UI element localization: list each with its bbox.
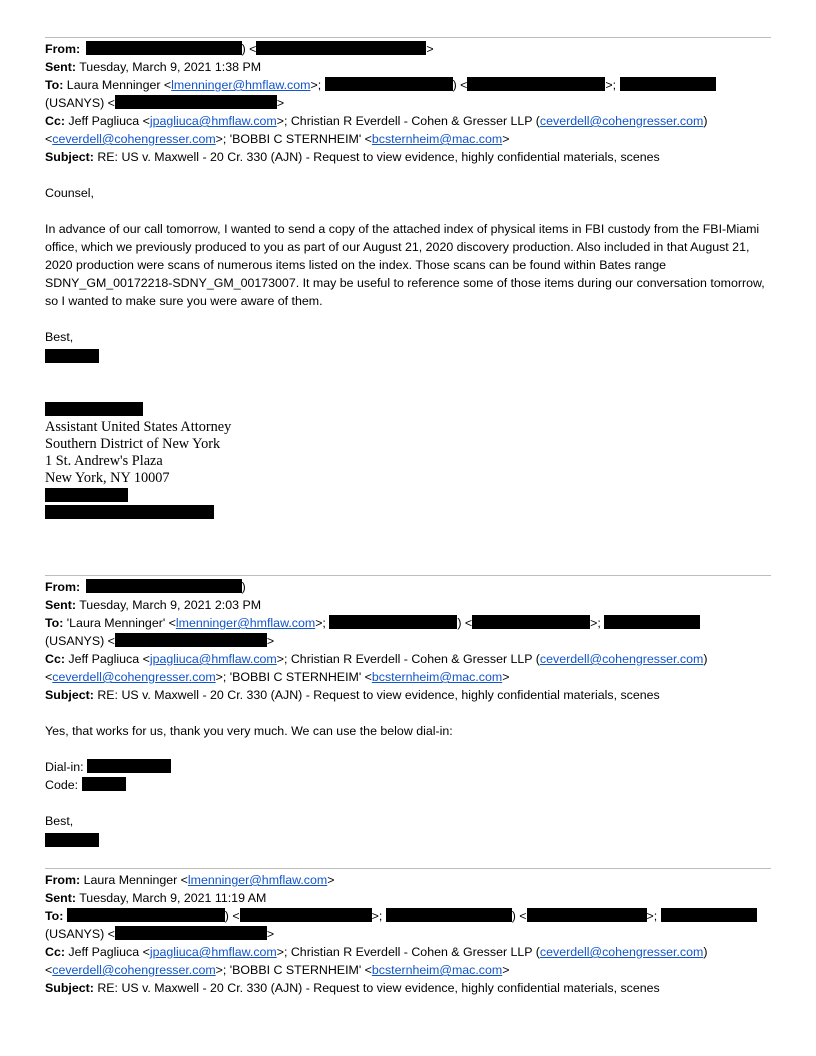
redaction <box>325 77 453 91</box>
email-link[interactable]: bcsternheim@mac.com <box>371 963 503 977</box>
sent-value: Tuesday, March 9, 2021 2:03 PM <box>79 598 262 612</box>
email1-to-cont: (USANYS) < > <box>45 96 285 110</box>
redaction <box>67 908 225 922</box>
signature-title: Assistant United States Attorney <box>45 419 232 435</box>
cc-label: Cc: <box>45 652 65 666</box>
from-label: From: <box>45 42 81 56</box>
redaction <box>115 95 277 109</box>
redaction <box>620 77 716 91</box>
signature-address: 1 St. Andrew's Plaza <box>45 453 163 469</box>
email3-cc-cont: <ceverdell@cohengresser.com>; 'BOBBI C STERNHEIM' <bcsternheim@mac.com> <box>45 963 510 977</box>
subject-value: RE: US v. Maxwell - 20 Cr. 330 (AJN) - Request to view evidence, highly confidential materials, scenes <box>97 150 660 164</box>
redaction <box>115 633 267 647</box>
email-link[interactable]: ceverdell@cohengresser.com <box>52 670 216 684</box>
redaction <box>115 926 267 940</box>
to-label: To: <box>45 909 64 923</box>
redaction <box>45 488 128 502</box>
email3-to: To: ) < >; ) < >; <box>45 907 757 925</box>
subject-label: Subject: <box>45 688 94 702</box>
redaction <box>240 908 372 922</box>
email2-from: From: ) <box>45 580 246 594</box>
email2-sent <box>45 596 261 614</box>
email2-dialin: Dial-in: <box>45 758 171 776</box>
email2-cc-cont: <ceverdell@cohengresser.com>; 'BOBBI C STERNHEIM' <bcsternheim@mac.com> <box>45 670 510 684</box>
redaction <box>527 908 647 922</box>
email3-sent <box>45 889 266 907</box>
redaction <box>472 615 590 629</box>
email-link[interactable]: ceverdell@cohengresser.com <box>539 114 704 128</box>
email1-cc: Cc: Jeff Pagliuca <jpagliuca@hmflaw.com>; Christian R Everdell - Cohen & Gresser LLP (ceverdell@cohengresser.com) <box>45 114 708 128</box>
email2-code: Code: <box>45 776 126 794</box>
redaction <box>45 402 143 416</box>
email-divider <box>45 575 771 576</box>
redaction <box>86 41 242 55</box>
email3-subject <box>45 979 660 997</box>
email2-to: To: 'Laura Menninger' <lmenninger@hmflaw.com>; ) < >; <box>45 614 700 632</box>
email2-cc: Cc: Jeff Pagliuca <jpagliuca@hmflaw.com>; Christian R Everdell - Cohen & Gresser LLP (ceverdell@cohengresser.com) <box>45 652 708 666</box>
redaction <box>87 759 171 773</box>
email1-sent <box>45 58 261 76</box>
cc-label: Cc: <box>45 114 65 128</box>
email-link[interactable]: ceverdell@cohengresser.com <box>52 132 216 146</box>
email3-cc: Cc: Jeff Pagliuca <jpagliuca@hmflaw.com>; Christian R Everdell - Cohen & Gresser LLP (ceverdell@cohengresser.com) <box>45 945 708 959</box>
redaction <box>386 908 512 922</box>
subject-label: Subject: <box>45 981 94 995</box>
cc-label: Cc: <box>45 945 65 959</box>
email2-closing: Best, <box>45 814 74 828</box>
redaction <box>604 615 700 629</box>
email2-subject <box>45 686 660 704</box>
email1-subject <box>45 148 660 166</box>
sent-value: Tuesday, March 9, 2021 1:38 PM <box>79 60 262 74</box>
redaction <box>467 77 605 91</box>
email2-body: Yes, that works for us, thank you very much. We can use the below dial-in: <box>45 724 453 738</box>
redaction <box>45 505 214 519</box>
subject-value: RE: US v. Maxwell - 20 Cr. 330 (AJN) - Request to view evidence, highly confidential materials, scenes <box>97 688 660 702</box>
redaction <box>45 349 99 363</box>
email3-to-cont: (USANYS) < > <box>45 927 275 941</box>
redaction <box>86 579 242 593</box>
signature-city: New York, NY 10007 <box>45 470 170 486</box>
email-divider <box>45 868 771 869</box>
email2-to-cont: (USANYS) < > <box>45 634 275 648</box>
subject-value: RE: US v. Maxwell - 20 Cr. 330 (AJN) - Request to view evidence, highly confidential materials, scenes <box>97 981 660 995</box>
from-label: From: <box>45 580 81 594</box>
sent-value: Tuesday, March 9, 2021 11:19 AM <box>79 891 267 905</box>
email-link[interactable]: jpagliuca@hmflaw.com <box>149 114 277 128</box>
email1-body: In advance of our call tomorrow, I wanted to send a copy of the attached index of physical items in FBI custody from the FBI-Miami office, which we previously produced to you as part of our August 21, 2020 discovery production. Also included in that August 21, 2020 production were scans of numerous items listed on the index. Those scans can be found within Bates range SDNY_GM_00172218-SDNY_GM_00173007. It may be useful to reference some of those items during our conversation tomorrow, so I wanted to make sure you were aware of them. <box>45 222 765 308</box>
sent-label: Sent: <box>45 891 76 905</box>
email3-from: From: Laura Menninger <lmenninger@hmflaw.com> <box>45 873 335 887</box>
email-link[interactable]: ceverdell@cohengresser.com <box>52 963 216 977</box>
signature-office: Southern District of New York <box>45 436 221 452</box>
redaction <box>256 41 426 55</box>
email1-from: From: ) < > <box>45 42 434 56</box>
email1-salutation: Counsel, <box>45 186 94 200</box>
email-link[interactable]: bcsternheim@mac.com <box>371 132 503 146</box>
to-label: To: <box>45 78 64 92</box>
redaction <box>329 615 457 629</box>
from-label: From: <box>45 873 81 887</box>
sent-label: Sent: <box>45 60 76 74</box>
email-link[interactable]: ceverdell@cohengresser.com <box>539 945 704 959</box>
email1-to: To: Laura Menninger <lmenninger@hmflaw.com>; ) < >; <box>45 76 716 94</box>
email-link[interactable]: bcsternheim@mac.com <box>371 670 503 684</box>
email1-closing: Best, <box>45 330 74 344</box>
to-label: To: <box>45 616 64 630</box>
email-link[interactable]: ceverdell@cohengresser.com <box>539 652 704 666</box>
email-link[interactable]: jpagliuca@hmflaw.com <box>149 652 277 666</box>
redaction <box>661 908 757 922</box>
sent-label: Sent: <box>45 598 76 612</box>
email-link[interactable]: lmenninger@hmflaw.com <box>175 616 316 630</box>
email-divider <box>45 37 771 38</box>
redaction <box>45 833 99 847</box>
email-link[interactable]: jpagliuca@hmflaw.com <box>149 945 277 959</box>
email-link[interactable]: lmenninger@hmflaw.com <box>187 873 328 887</box>
redaction <box>82 777 126 791</box>
subject-label: Subject: <box>45 150 94 164</box>
email1-cc-cont: <ceverdell@cohengresser.com>; 'BOBBI C STERNHEIM' <bcsternheim@mac.com> <box>45 132 510 146</box>
email-link[interactable]: lmenninger@hmflaw.com <box>171 78 311 92</box>
